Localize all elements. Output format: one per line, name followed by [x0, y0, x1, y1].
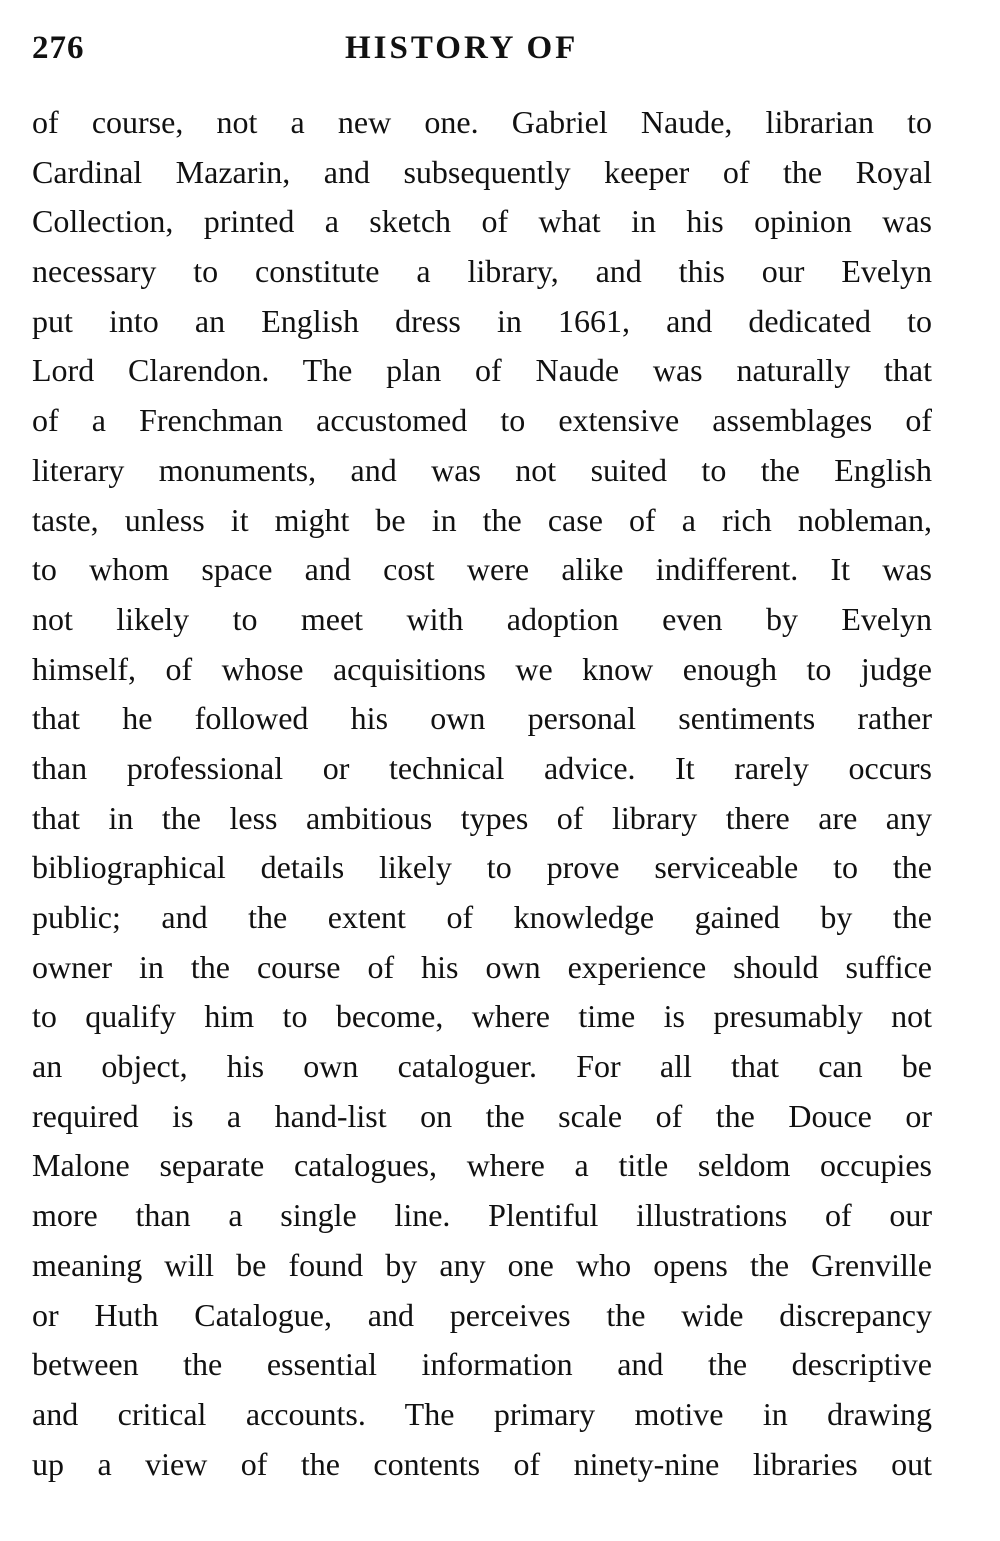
running-title: HISTORY OF — [345, 30, 579, 66]
text-line: necessary to constitute a library, and this our Evelyn — [32, 253, 932, 290]
text-line: required is a hand-list on the scale of the Douce or — [32, 1097, 932, 1134]
text-line: taste, unless it might be in the case of a rich nobleman, — [32, 501, 932, 538]
text-line: not likely to meet with adoption even by Evelyn — [32, 600, 932, 637]
text-line: to whom space and cost were alike indifferent. It was — [32, 551, 932, 588]
text-line: literary monuments, and was not suited to the English — [32, 451, 932, 488]
text-line: of course, not a new one. Gabriel Naude, librarian to — [32, 104, 932, 140]
body-text — [32, 98, 932, 1489]
text-line: to qualify him to become, where time is presumably not — [32, 998, 932, 1035]
text-line: an object, his own cataloguer. For all that can be — [32, 1048, 932, 1085]
text-line: up a view of the contents of ninety-nine libraries out — [32, 1445, 932, 1482]
text-line: Lord Clarendon. The plan of Naude was naturally that — [32, 352, 932, 389]
text-line: put into an English dress in 1661, and dedicated to — [32, 302, 932, 339]
text-line: between the essential information and the descriptive — [32, 1346, 932, 1383]
text-line: that he followed his own personal sentiments rather — [32, 700, 932, 737]
text-line: bibliographical details likely to prove serviceable to the — [32, 849, 932, 886]
running-head — [32, 26, 932, 80]
text-line: that in the less ambitious types of library there are any — [32, 799, 932, 836]
text-line: of a Frenchman accustomed to extensive assemblages of — [32, 402, 932, 439]
text-line: or Huth Catalogue, and perceives the wide discrepancy — [32, 1296, 932, 1333]
text-line: Collection, printed a sketch of what in his opinion was — [32, 203, 932, 240]
text-line: and critical accounts. The primary motive in drawing — [32, 1395, 932, 1432]
text-line: himself, of whose acquisitions we know enough to judge — [32, 650, 932, 687]
book-page — [32, 26, 932, 1489]
text-line: more than a single line. Plentiful illustrations of our — [32, 1197, 932, 1234]
page-number: 276 — [32, 30, 85, 66]
text-line: public; and the extent of knowledge gained by the — [32, 899, 932, 935]
text-line: owner in the course of his own experience should suffice — [32, 948, 932, 985]
text-line: than professional or technical advice. It rarely occurs — [32, 749, 932, 786]
text-line: Malone separate catalogues, where a title seldom occupies — [32, 1147, 932, 1184]
text-line: meaning will be found by any one who opens the Grenville — [32, 1246, 932, 1283]
text-line: Cardinal Mazarin, and subsequently keeper of the Royal — [32, 153, 932, 190]
